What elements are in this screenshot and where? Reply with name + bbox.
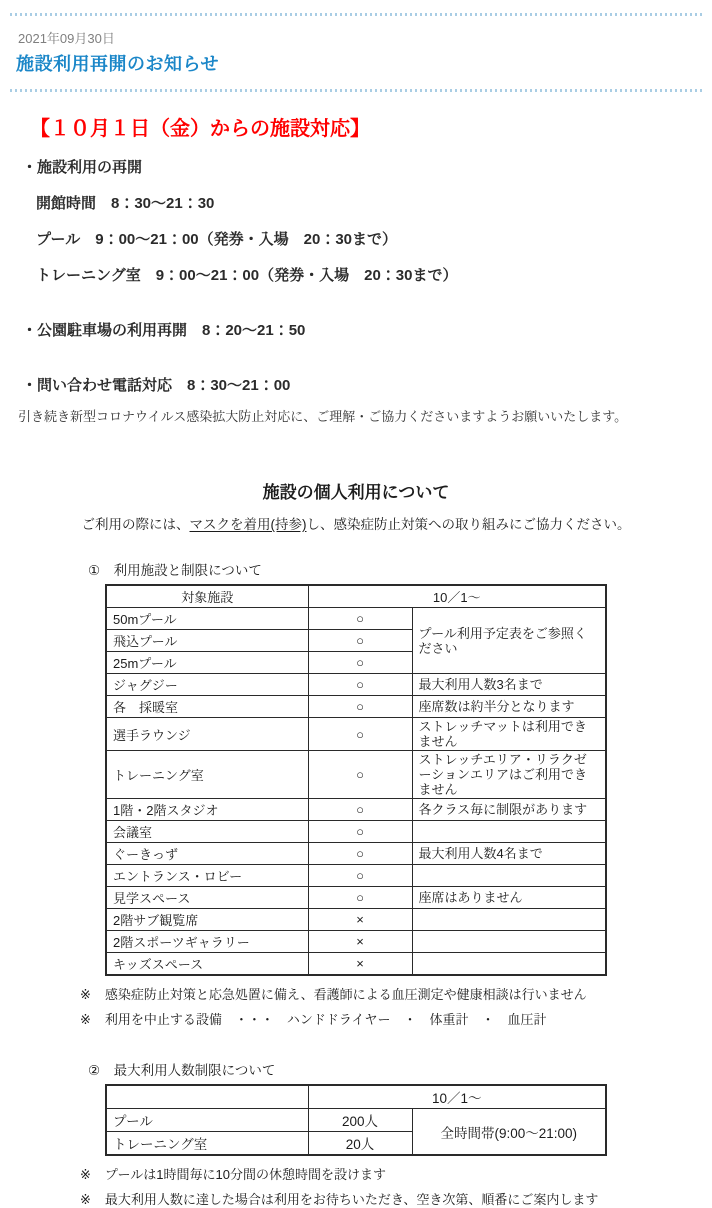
note-text: プールは1時間毎に10分間の休憩時間を設けます <box>104 1167 386 1182</box>
restriction-cell <box>412 953 606 976</box>
note-text: 利用を中止する設備 ・・・ ハンドドライヤー ・ 体重計 ・ 血圧計 <box>104 1012 547 1027</box>
dotted-divider-under-title <box>10 89 702 92</box>
header-target-facility: 対象施設 <box>106 585 308 608</box>
announcement-item-training-hours: トレーニング室 9：00〜21：00（発券・入場 20：30まで） <box>36 267 458 284</box>
announcement-item-open-hours: 開館時間 8：30〜21：30 <box>36 195 215 212</box>
restriction-cell: 最大利用人数3名まで <box>412 674 606 696</box>
section2-label: ② 最大利用人数制限について <box>88 1063 276 1078</box>
table-header-row <box>106 585 606 608</box>
availability-mark: ○ <box>308 630 412 652</box>
availability-mark: ○ <box>308 821 412 843</box>
notice-title: 施設の個人利用について <box>262 483 450 502</box>
availability-mark: ○ <box>308 887 412 909</box>
note-text: 感染症防止対策と応急処置に備え、看護師による血圧測定や健康相談は行いません <box>104 987 587 1002</box>
header-corner-empty <box>106 1085 308 1109</box>
restriction-cell <box>412 909 606 931</box>
timeband-cell: 全時間帯(9:00〜21:00) <box>412 1109 606 1156</box>
notice-subtitle <box>0 516 712 534</box>
table-row <box>106 799 606 821</box>
facility-restriction-table <box>105 584 607 976</box>
availability-mark: ○ <box>308 718 412 751</box>
announcement-item-pool-hours: プール 9：00〜21：00（発券・入場 20：30まで） <box>36 231 398 248</box>
capacity-count-cell: 20人 <box>308 1132 412 1156</box>
facility-cell: 50mプール <box>106 608 308 630</box>
note-line <box>80 1191 712 1208</box>
availability-mark: × <box>308 953 412 976</box>
facility-cell: 2階サブ観覧席 <box>106 909 308 931</box>
availability-mark: ○ <box>308 608 412 630</box>
notice-page <box>0 13 712 1207</box>
header-effective-date: 10／1〜 <box>308 585 606 608</box>
restriction-cell: ストレッチエリア・リラクゼーションエリアはご利用できません <box>412 751 606 799</box>
announcement-heading: 【１０月１日（金）からの施設対応】 <box>30 118 370 140</box>
facility-cell: トレーニング室 <box>106 1132 308 1156</box>
facility-cell: 1階・2階スタジオ <box>106 799 308 821</box>
table-row <box>106 865 606 887</box>
availability-mark: × <box>308 931 412 953</box>
table-row <box>106 1109 606 1132</box>
facility-cell: 飛込プール <box>106 630 308 652</box>
facility-cell: 2階スポーツギャラリー <box>106 931 308 953</box>
subtitle-pre: ご利用の際には、 <box>81 517 190 532</box>
restriction-cell <box>412 931 606 953</box>
table-row <box>106 953 606 976</box>
table-row <box>106 887 606 909</box>
table-row <box>106 751 606 799</box>
restriction-cell: 各クラス毎に制限があります <box>412 799 606 821</box>
facility-cell: 見学スペース <box>106 887 308 909</box>
restriction-cell: プール利用予定表をご参照ください <box>412 608 606 674</box>
availability-mark: ○ <box>308 751 412 799</box>
capacity-limit-table <box>105 1084 607 1156</box>
post-date: 2021年09月30日 <box>18 31 115 46</box>
facility-cell: ぐーきっず <box>106 843 308 865</box>
table-header-row <box>106 1085 606 1109</box>
header-effective-date: 10／1〜 <box>308 1085 606 1109</box>
table-row <box>106 821 606 843</box>
restriction-cell <box>412 865 606 887</box>
announcement-item-facility-reopen: ・施設利用の再開 <box>22 159 143 176</box>
subtitle-underlined-mask-text: マスクを着用(持参) <box>189 517 307 532</box>
facility-cell: 会議室 <box>106 821 308 843</box>
availability-mark: × <box>308 909 412 931</box>
closing-text: 引き続き新型コロナウイルス感染拡大防止対応に、ご理解・ご協力くださいますようお願いいたします。 <box>18 409 628 424</box>
table-row <box>106 931 606 953</box>
table-row <box>106 674 606 696</box>
table-row <box>106 843 606 865</box>
note-marker: ※ <box>80 1012 91 1027</box>
announcement-item-phone: ・問い合わせ電話対応 8：30〜21：00 <box>22 377 291 394</box>
facility-cell: トレーニング室 <box>106 751 308 799</box>
availability-mark: ○ <box>308 674 412 696</box>
facility-cell: キッズスペース <box>106 953 308 976</box>
facility-cell: エントランス・ロビー <box>106 865 308 887</box>
note-marker: ※ <box>80 987 91 1002</box>
facility-cell: 各 採暖室 <box>106 696 308 718</box>
capacity-count-cell: 200人 <box>308 1109 412 1132</box>
dotted-divider-top <box>10 13 702 16</box>
page-title: 施設利用再開のお知らせ <box>16 54 219 74</box>
restriction-cell: 座席はありません <box>412 887 606 909</box>
facility-cell: 25mプール <box>106 652 308 674</box>
subtitle-post: し、感染症防止対策への取り組みにご協力ください。 <box>306 517 631 532</box>
availability-mark: ○ <box>308 799 412 821</box>
facility-cell: 選手ラウンジ <box>106 718 308 751</box>
table-row <box>106 696 606 718</box>
table-row <box>106 909 606 931</box>
facility-cell: ジャグジー <box>106 674 308 696</box>
announcement-item-parking: ・公園駐車場の利用再開 8：20〜21：50 <box>22 322 306 339</box>
note-text: 最大利用人数に達した場合は利用をお待ちいただき、空き次第、順番にご案内します <box>104 1192 599 1207</box>
availability-mark: ○ <box>308 865 412 887</box>
note-marker: ※ <box>80 1167 91 1182</box>
note-line <box>80 986 712 1003</box>
restriction-cell: 最大利用人数4名まで <box>412 843 606 865</box>
facility-cell: プール <box>106 1109 308 1132</box>
table-row <box>106 718 606 751</box>
restriction-cell <box>412 821 606 843</box>
availability-mark: ○ <box>308 843 412 865</box>
restriction-cell: ストレッチマットは利用できません <box>412 718 606 751</box>
note-marker: ※ <box>80 1192 91 1207</box>
availability-mark: ○ <box>308 652 412 674</box>
section1-label: ① 利用施設と制限について <box>88 563 262 578</box>
restriction-cell: 座席数は約半分となります <box>412 696 606 718</box>
notice-image <box>0 482 712 1208</box>
note-line <box>80 1166 712 1183</box>
table-row <box>106 608 606 630</box>
availability-mark: ○ <box>308 696 412 718</box>
note-line <box>80 1011 712 1028</box>
